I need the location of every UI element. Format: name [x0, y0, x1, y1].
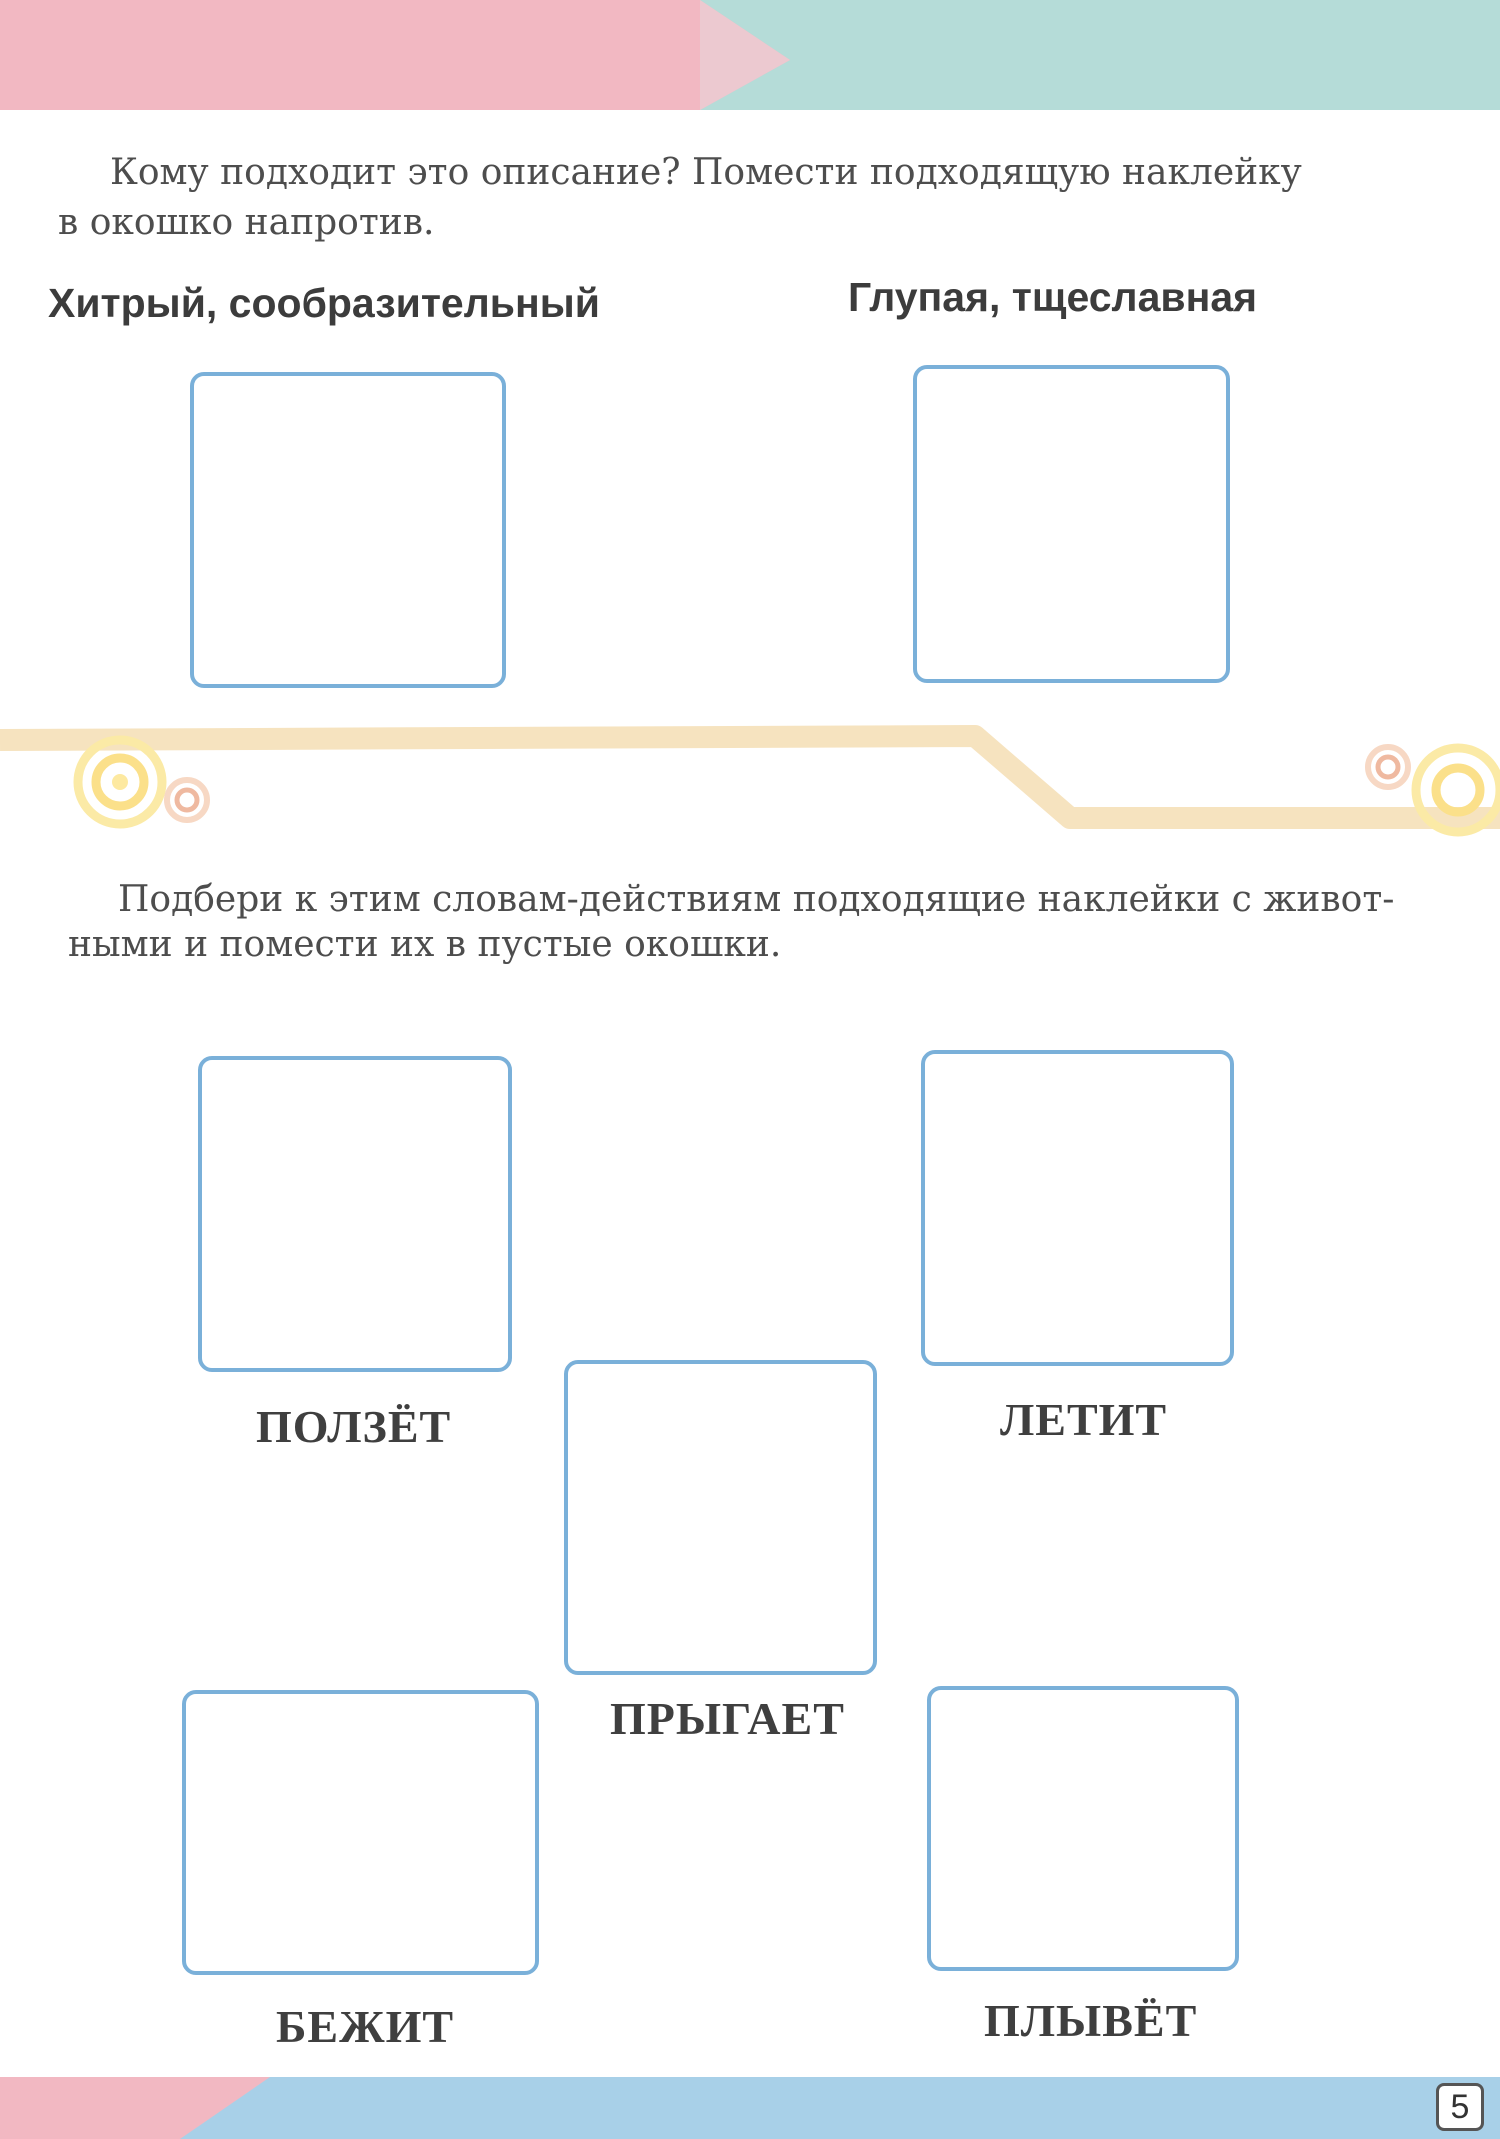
task2-instruction-line1: Подбери к этим словам-действиям подходящие наклейки с живот-: [118, 879, 1395, 920]
description-vain: Глупая, тщеславная: [848, 274, 1258, 320]
verb-crawls: ПОЛЗЁТ: [256, 1401, 452, 1452]
verb-runs: БЕЖИТ: [276, 2001, 455, 2052]
verb-swims: ПЛЫВЁТ: [984, 1995, 1198, 2046]
description-sly: Хитрый, сообразительный: [48, 280, 600, 326]
verb-flies: ЛЕТИТ: [1000, 1394, 1168, 1445]
task2-instruction-line2: ными и помести их в пустые окошки.: [68, 924, 782, 965]
verb-jumps: ПРЫГАЕТ: [610, 1693, 845, 1744]
sticker-slot-jumps[interactable]: [564, 1360, 877, 1675]
sticker-slot-flies[interactable]: [921, 1050, 1234, 1366]
sticker-slot-runs[interactable]: [182, 1690, 539, 1975]
top-teal-band: [700, 0, 1500, 110]
top-pink-band: [0, 0, 790, 110]
sticker-slot-sly[interactable]: [190, 372, 506, 688]
task1-instruction-line2: в окошко напротив.: [58, 202, 435, 243]
task1-instruction-line1: Кому подходит это описание? Помести подходящую наклейку: [110, 152, 1302, 193]
sticker-slot-vain[interactable]: [913, 365, 1230, 683]
sticker-slot-swims[interactable]: [927, 1686, 1239, 1971]
page-number: 5: [1436, 2083, 1484, 2131]
sticker-slot-crawls[interactable]: [198, 1056, 512, 1372]
